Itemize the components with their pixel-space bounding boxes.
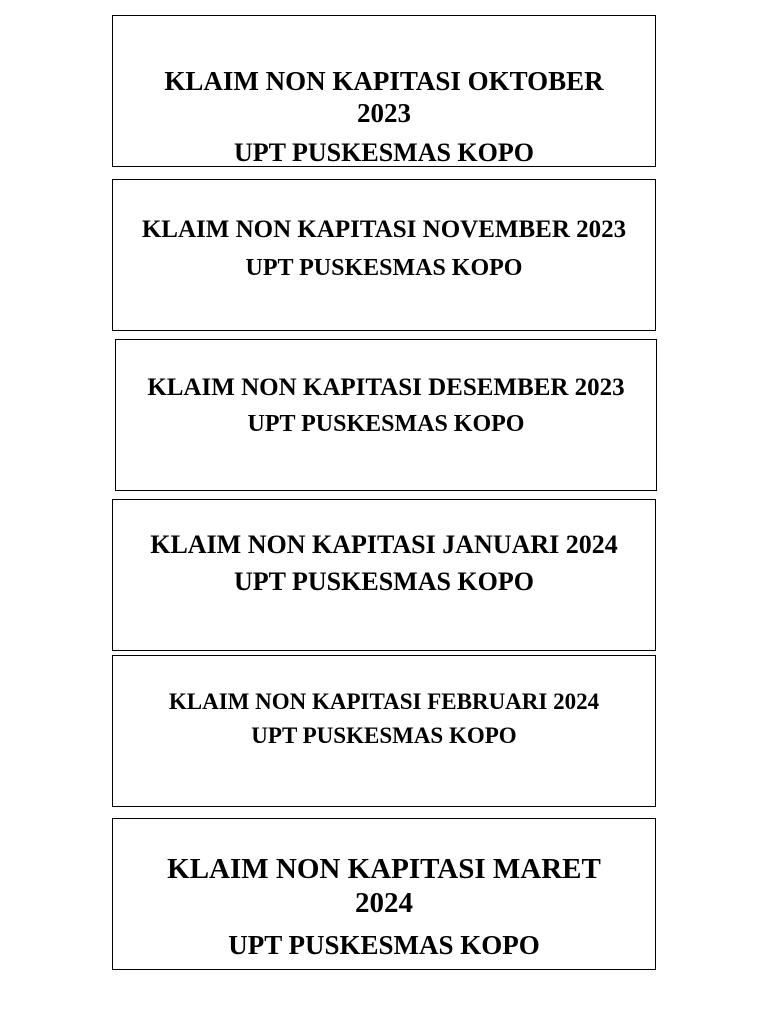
label-subtitle: UPT PUSKESMAS KOPO [245, 255, 523, 282]
label-title: KLAIM NON KAPITASI DESEMBER 2023 [147, 374, 625, 401]
label-subtitle: UPT PUSKESMAS KOPO [228, 930, 540, 961]
label-title: KLAIM NON KAPITASI JANUARI 2024 [150, 530, 618, 559]
label-subtitle: UPT PUSKESMAS KOPO [233, 137, 534, 167]
label-subtitle: UPT PUSKESMAS KOPO [251, 723, 517, 749]
label-title: KLAIM NON KAPITASI NOVEMBER 2023 [141, 216, 627, 243]
label-box-oktober-2023 [112, 15, 656, 167]
label-box-desember-2023 [115, 339, 657, 491]
label-title: KLAIM NON KAPITASI MARET 2024 [167, 853, 601, 919]
label-title: KLAIM NON KAPITASI FEBRUARI 2024 [168, 689, 600, 714]
label-subtitle: UPT PUSKESMAS KOPO [233, 567, 534, 597]
label-box-februari-2024 [112, 655, 656, 807]
label-box-januari-2024 [112, 499, 656, 651]
label-box-maret-2024 [112, 818, 656, 970]
label-title: KLAIM NON KAPITASI OKTOBER 2023 [164, 66, 604, 128]
label-subtitle: UPT PUSKESMAS KOPO [247, 411, 525, 437]
label-box-november-2023 [112, 179, 656, 331]
